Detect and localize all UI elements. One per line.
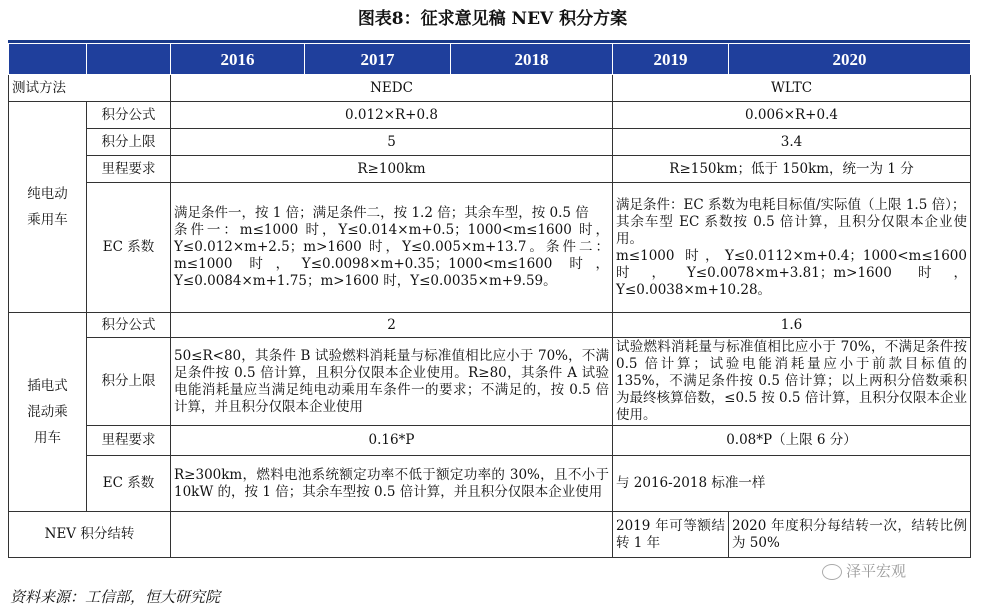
source-note: 资料来源：工信部，恒大研究院 (10, 588, 221, 606)
cell-value: 满足条件一，按 1 倍；满足条件二，按 1.2 倍；其余车型，按 0.5 倍 条件一：m≤1000 时，Y≤0.014×m+0.5；1000<m≤1600 时，Y≤0.012×m+2.5；m>1600 时，Y≤0.005×m+13.7。条件二：m≤1000 时，Y≤0.0098×m+0.35；1000<m≤1600 时，Y≤0.0084×m+1.75；m>1600 时，Y≤0.0035×m+9.59。 (171, 183, 613, 313)
row-label: 里程要求 (87, 426, 171, 456)
group-label-bev (9, 102, 87, 313)
cell-value: 0.16*P (171, 426, 613, 456)
cell-value: WLTC (613, 75, 971, 102)
cell-value: 0.006×R+0.4 (613, 102, 971, 129)
cell-value: 50≤R<80，其条件 B 试验燃料消耗量与标准值相比应小于 70%，不满足条件按 0.5 倍计算，且积分仅限本企业使用。R≥80，其条件 A 试验电能消耗量应当满足纯电动乘用车条件一的要求；不满足的，按 0.5 倍计算，并且积分仅限本企业使用 (171, 338, 613, 426)
cell-value: 5 (171, 129, 613, 156)
year-header-2018: 2018 (451, 44, 613, 75)
cell-value: 2 (171, 313, 613, 338)
group-label-phev (9, 313, 87, 512)
table-row (9, 183, 971, 313)
page-title: 图表8：征求意见稿 NEV 积分方案 (357, 9, 628, 29)
group-label-line: 混动乘 (27, 404, 68, 420)
year-header-2020: 2020 (729, 44, 971, 75)
row-label: 积分公式 (87, 102, 171, 129)
table-row (9, 102, 971, 129)
header-blank (87, 44, 171, 75)
group-label-line: 插电式 (27, 378, 68, 394)
nev-credit-table (8, 43, 971, 558)
cell-value: 2020 年度积分每结转一次，结转比例为 50% (729, 512, 971, 558)
table-row (9, 338, 971, 426)
cell-value: 0.08*P（上限 6 分） (613, 426, 971, 456)
cell-value: 3.4 (613, 129, 971, 156)
header-row (9, 44, 971, 75)
row-label: 积分上限 (87, 129, 171, 156)
group-label-line: 乘用车 (27, 212, 68, 228)
row-label: EC 系数 (87, 183, 171, 313)
cell-value: R≥100km (171, 156, 613, 183)
cell-value: R≥300km，燃料电池系统额定功率不低于额定功率的 30%，且不小于 10kW 的，按 1 倍；其余车型按 0.5 倍计算，并且积分仅限本企业使用 (171, 456, 613, 512)
year-header-2019: 2019 (613, 44, 729, 75)
year-header-2017: 2017 (305, 44, 451, 75)
cell-value: 满足条件：EC 系数为电耗目标值/实际值（上限 1.5 倍）； 其余车型 EC 系数按 0.5 倍计算，且积分仅限本企业使用。 m≤1000 时，Y≤0.0112×m+0.4；1000<m≤1600 时，Y≤0.0078×m+3.81；m>1600 时，Y≤0.0038×m+10.28。 (613, 183, 971, 313)
header-blank (9, 44, 87, 75)
cell-value: R≥150km；低于 150km，统一为 1 分 (613, 156, 971, 183)
row-label: 积分上限 (87, 338, 171, 426)
cell-value: 2019 年可等额结转 1 年 (613, 512, 729, 558)
table-row (9, 129, 971, 156)
table-row (9, 456, 971, 512)
watermark (822, 560, 906, 581)
cell-value: 1.6 (613, 313, 971, 338)
wechat-icon (822, 564, 842, 580)
row-label: 积分公式 (87, 313, 171, 338)
cell-value: NEDC (171, 75, 613, 102)
table-row (9, 426, 971, 456)
year-header-2016: 2016 (171, 44, 305, 75)
row-label: 里程要求 (87, 156, 171, 183)
cell-value-empty (171, 512, 613, 558)
cell-value: 0.012×R+0.8 (171, 102, 613, 129)
table-row (9, 75, 971, 102)
table-row (9, 156, 971, 183)
cell-value: 与 2016-2018 标准一样 (613, 456, 971, 512)
cell-value: 试验燃料消耗量与标准值相比应小于 70%，不满足条件按 0.5 倍计算；试验电能消耗量应小于前款目标值的 135%，不满足条件按 0.5 倍计算；以上两积分倍数乘积为最终核算倍数，≤0.5 按 0.5 倍计算，且积分仅限本企业使用。 (613, 338, 971, 426)
table-row (9, 313, 971, 338)
row-label: 测试方法 (9, 75, 171, 102)
group-label-line: 用车 (34, 430, 61, 446)
watermark-text: 泽平宏观 (846, 562, 907, 580)
table-row (9, 512, 971, 558)
row-label: NEV 积分结转 (9, 512, 171, 558)
row-label: EC 系数 (87, 456, 171, 512)
group-label-line: 纯电动 (27, 186, 68, 202)
